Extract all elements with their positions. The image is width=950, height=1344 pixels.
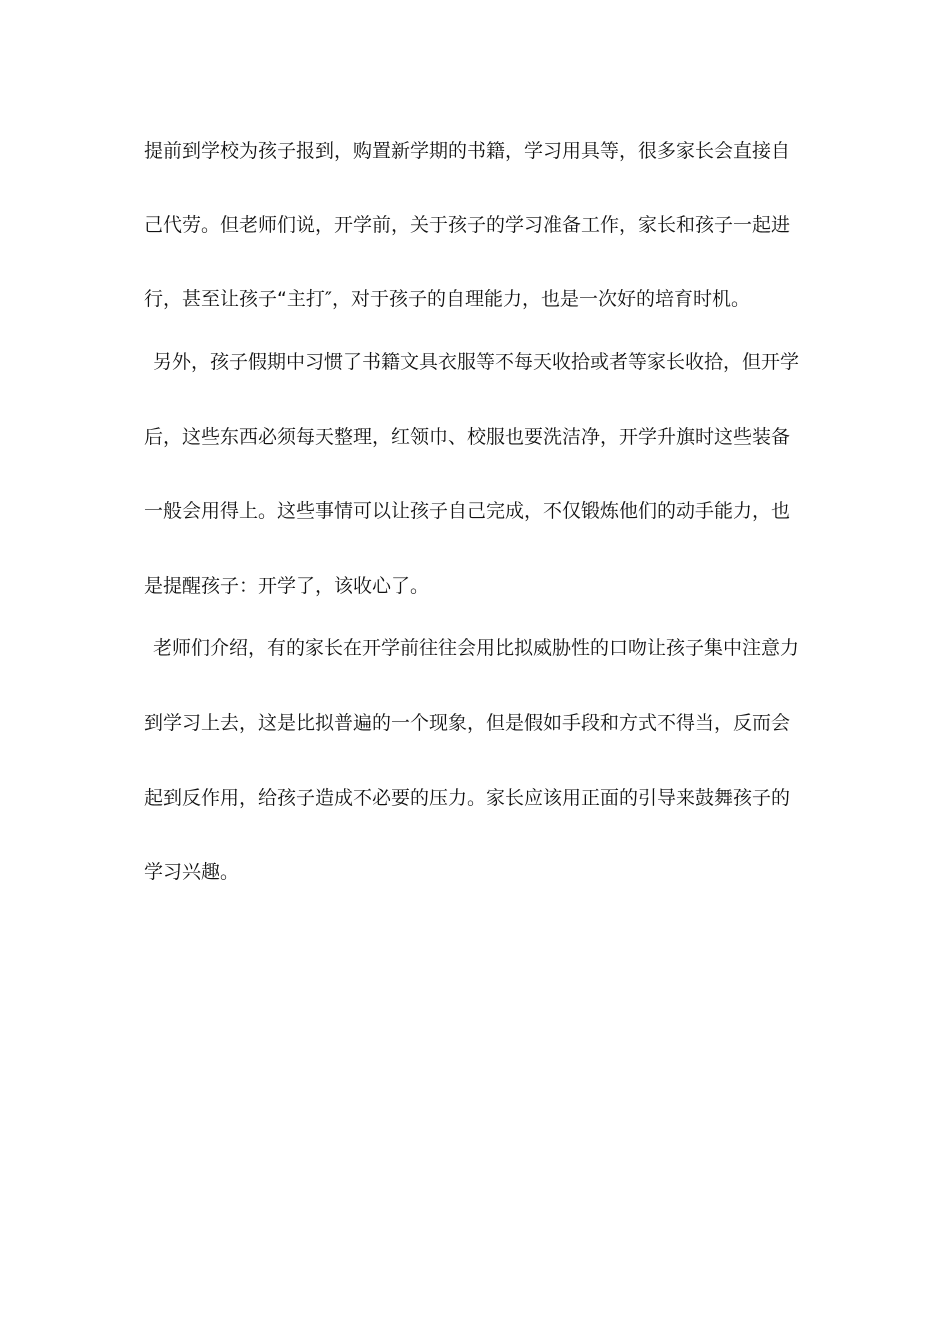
text-line: 起到反作用，给孩子造成不必要的压力。家长应该用正面的引导来鼓舞孩子的	[144, 787, 791, 809]
text-line: 是提醒孩子：开学了，该收心了。	[144, 575, 430, 597]
text-line: 己代劳。但老师们说，开学前，关于孩子的学习准备工作，家长和孩子一起进	[144, 214, 791, 236]
text-line: 提前到学校为孩子报到，购置新学期的书籍，学习用具等，很多家长会直接自	[144, 140, 791, 162]
text-line: 后，这些东西必须每天整理，红领巾、校服也要洗洁净，开学升旗时这些装备	[144, 426, 791, 448]
paragraph-start-line: 另外，孩子假期中习惯了书籍文具衣服等不每天收拾或者等家长收拾，但开学	[153, 351, 800, 373]
paragraph-start-line: 老师们介绍，有的家长在开学前往往会用比拟威胁性的口吻让孩子集中注意力	[153, 637, 800, 659]
text-line: 行，甚至让孩子“主打″，对于孩子的自理能力，也是一次好的培育时机。	[144, 288, 750, 310]
text-line: 一般会用得上。这些事情可以让孩子自己完成，不仅锻炼他们的动手能力，也	[144, 500, 791, 522]
text-line: 到学习上去，这是比拟普遍的一个现象，但是假如手段和方式不得当，反而会	[144, 712, 791, 734]
text-line: 学习兴趣。	[144, 861, 240, 883]
